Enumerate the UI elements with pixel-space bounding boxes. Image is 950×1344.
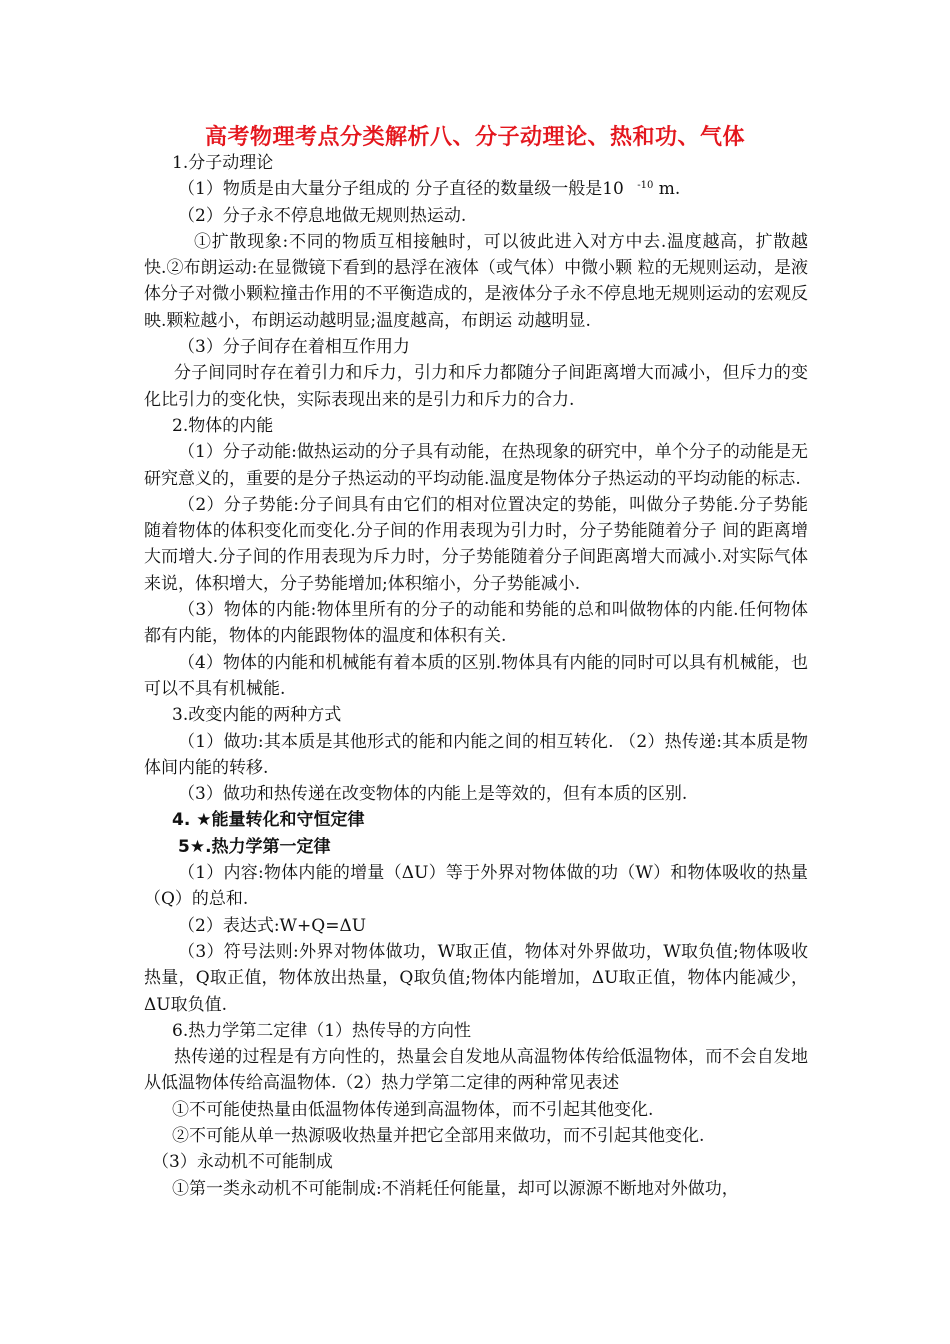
exponent: -10	[637, 179, 654, 191]
paragraph: ①第一类永动机不可能制成:不消耗任何能量，却可以源源不断地对外做功，	[172, 1178, 739, 1199]
paragraph	[144, 176, 808, 202]
paragraph: （2）分子势能:分子间具有由它们的相对位置决定的势能，叫做分子势能.分子势能随着物体的体积变化而变化.分子间的作用表现为引力时，分子势能随着分子 间的距离增大而增大.分子间的作用表现为斥力时，分子势能随着分子间距离增大而减小.对实际气体来说，体积增大，分子势能增加;体积缩小，分子势能减小.	[144, 494, 808, 594]
paragraph: （2）分子永不停息地做无规则热运动.	[178, 205, 467, 226]
page-title: 高考物理考点分类解析八、分子动理论、热和功、气体	[204, 124, 745, 150]
paragraph: （3）符号法则:外界对物体做功，W取正值，物体对外界做功，W取负值;物体吸收热量，Q取正值，物体放出热量，Q取负值;物体内能增加，ΔU取正值，物体内能减少，ΔU取负值.	[144, 941, 808, 1015]
section-heading-bold: 4. ★能量转化和守恒定律	[172, 810, 365, 831]
paragraph: （1）内容:物体内能的增量（ΔU）等于外界对物体做的功（W）和物体吸收的热量（Q）的总和.	[144, 863, 808, 910]
document-body	[144, 150, 808, 1202]
section-heading: 6.热力学第二定律（1）热传导的方向性	[172, 1020, 472, 1041]
paragraph: ①不可能使热量由低温物体传递到高温物体，而不引起其他变化.	[172, 1099, 654, 1120]
section-heading: 3.改变内能的两种方式	[172, 705, 342, 726]
paragraph: （3）做功和热传递在改变物体的内能上是等效的，但有本质的区别.	[178, 784, 688, 805]
paragraph: （3）永动机不可能制成	[152, 1152, 333, 1173]
paragraph-text: m.	[653, 179, 681, 200]
paragraph: （3）物体的内能:物体里所有的分子的动能和势能的总和叫做物体的内能.任何物体都有内能，物体的内能跟物体的温度和体积有关.	[144, 600, 808, 647]
paragraph: 分子间同时存在着引力和斥力，引力和斥力都随分子间距离增大而减小，但斥力的变化比引力的变化快，实际表现出来的是引力和斥力的合力.	[144, 363, 808, 410]
paragraph: ①扩散现象:不同的物质互相接触时，可以彼此进入对方中去.温度越高，扩散越快.②布朗运动:在显微镜下看到的悬浮在液体（或气体）中微小颗 粒的无规则运动，是液体分子对微小颗粒撞击作用的不平衡造成的，是液体分子永不停息地无规则运动的宏观反映.颗粒越小，布朗运动越明显;温度越高，布朗运 动越明显.	[144, 231, 808, 331]
paragraph: （2）表达式:W+Q=ΔU	[178, 915, 367, 936]
paragraph: （1）做功:其本质是其他形式的能和内能之间的相互转化. （2）热传递:其本质是物体间内能的转移.	[144, 731, 808, 778]
paragraph: ②不可能从单一热源吸收热量并把它全部用来做功，而不引起其他变化.	[172, 1125, 705, 1146]
paragraph: （4）物体的内能和机械能有着本质的区别.物体具有内能的同时可以具有机械能，也可以不具有机械能.	[144, 652, 808, 699]
section-heading: 2.物体的内能	[172, 415, 274, 436]
section-heading-bold: 5★.热力学第一定律	[178, 836, 331, 857]
paragraph: （3）分子间存在着相互作用力	[178, 337, 410, 358]
section-heading: 1.分子动理论	[172, 153, 274, 173]
paragraph: 热传递的过程是有方向性的，热量会自发地从高温物体传给低温物体，而不会自发地从低温物体传给高温物体.（2）热力学第二定律的两种常见表述	[144, 1047, 808, 1094]
paragraph-text: （1）物质是由大量分子组成的 分子直径的数量级一般是10	[178, 179, 630, 200]
paragraph: （1）分子动能:做热运动的分子具有动能，在热现象的研究中，单个分子的动能是无研究意义的，重要的是分子热运动的平均动能.温度是物体分子热运动的平均动能的标志.	[144, 442, 808, 489]
